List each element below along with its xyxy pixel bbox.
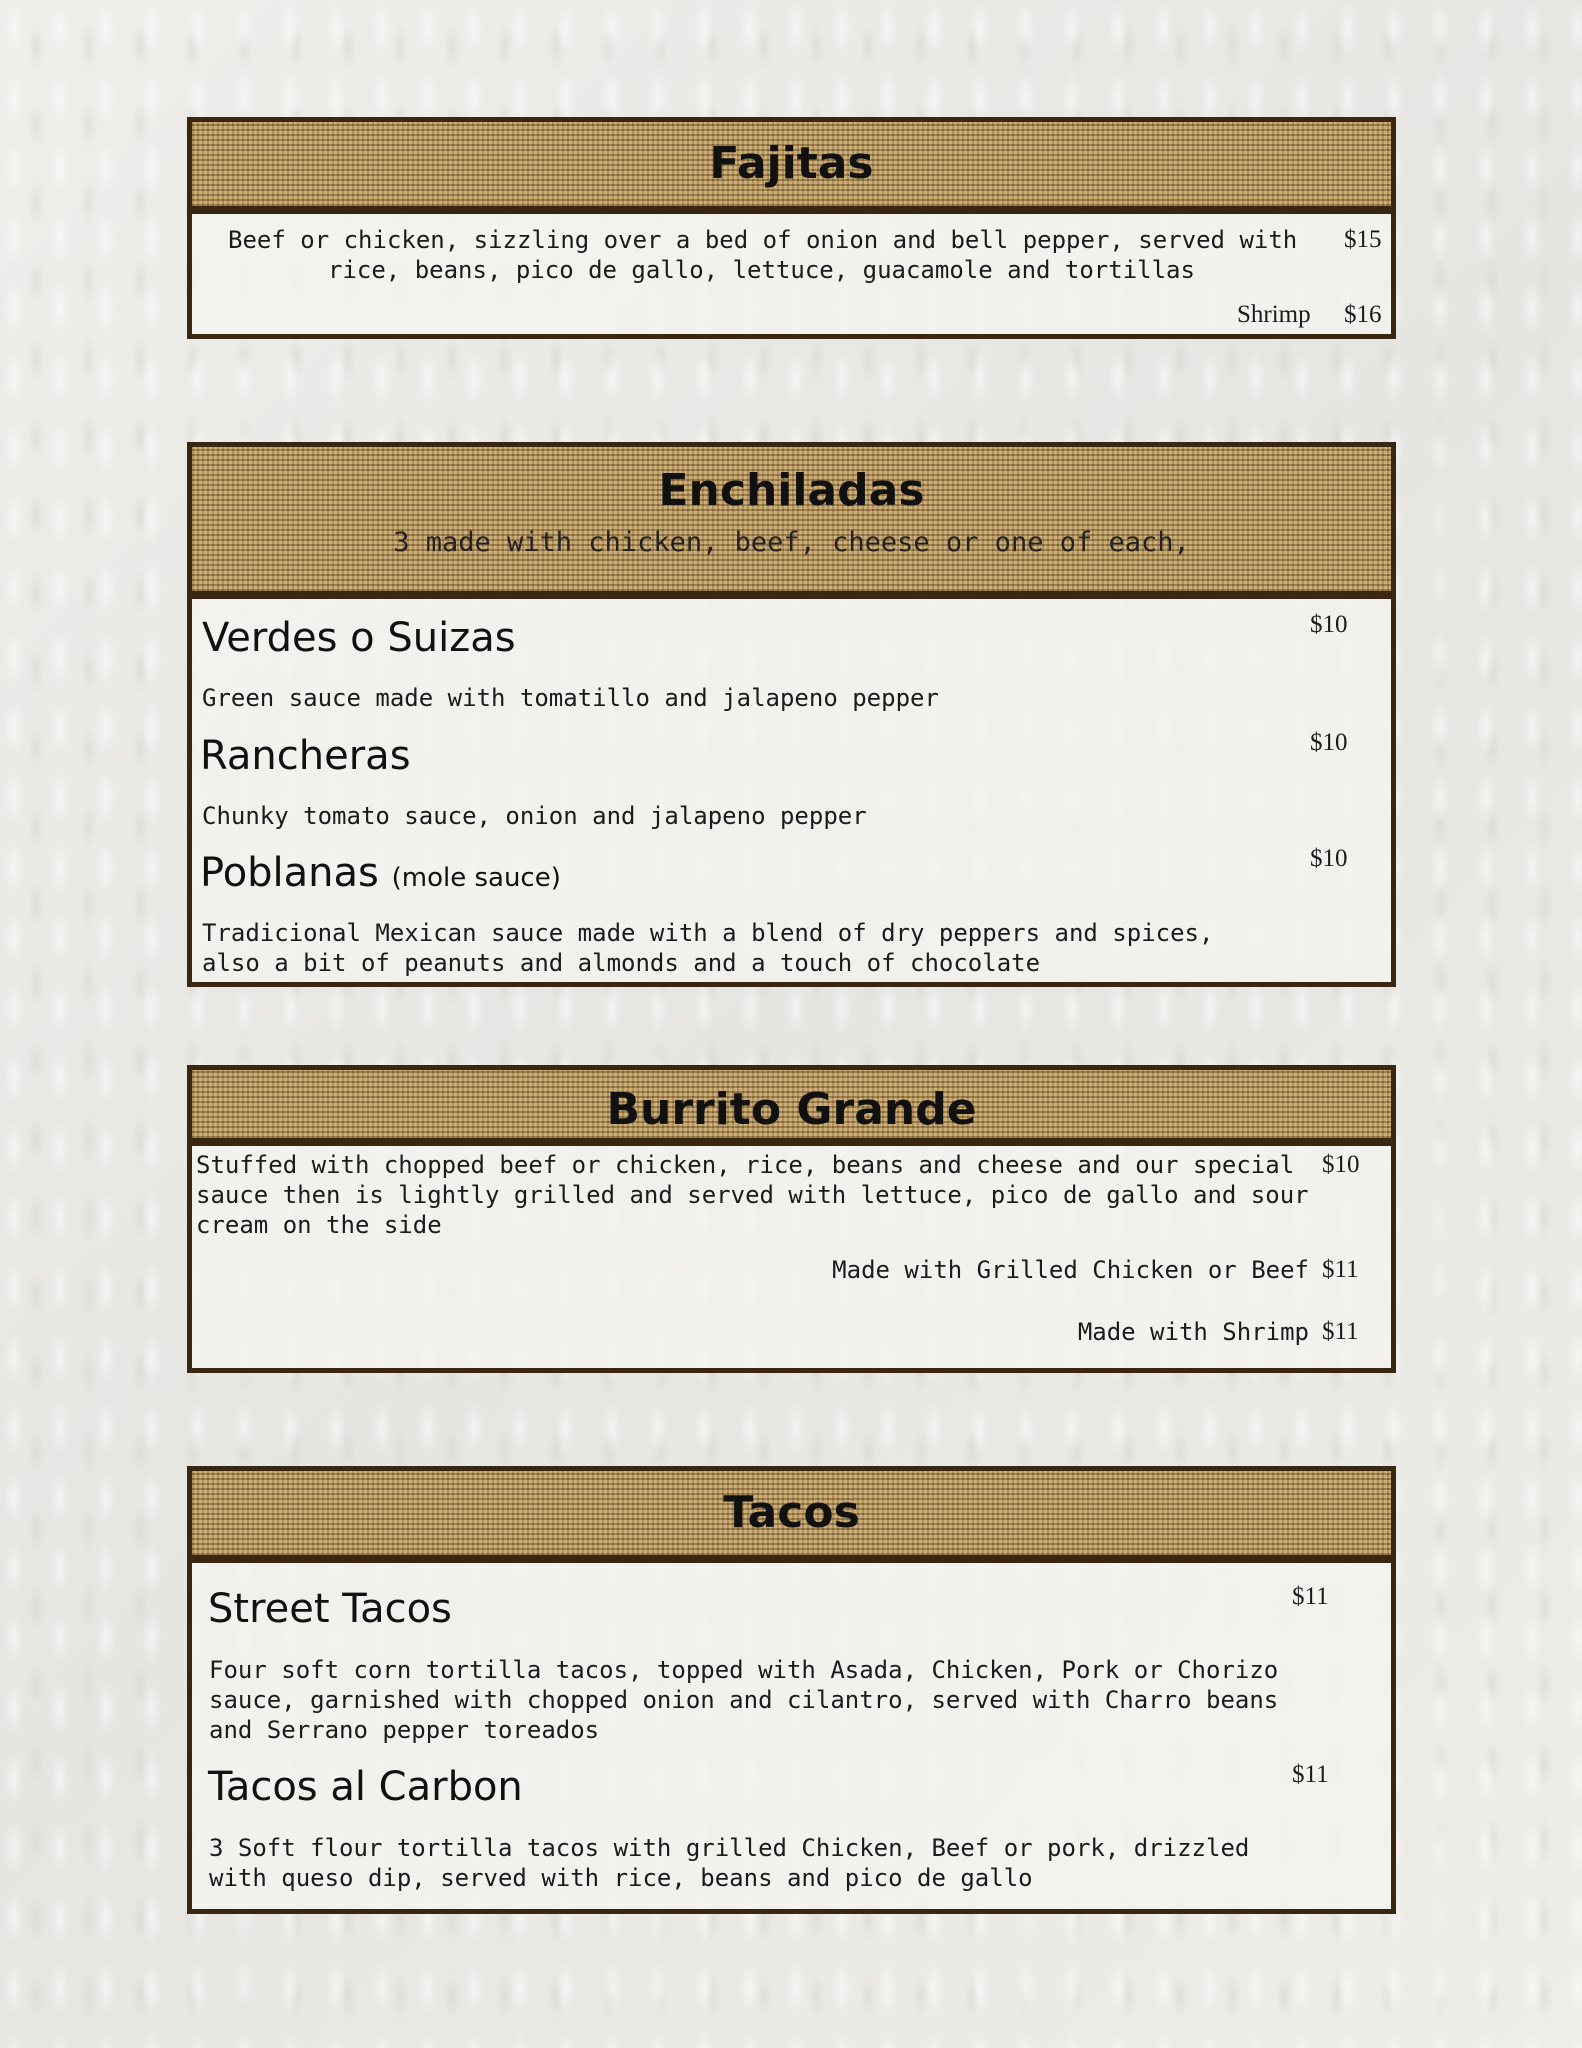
tacos-banner: [192, 1471, 1391, 1563]
fajitas-section: [187, 117, 1396, 339]
taco-item-description-line-1: Four soft corn tortilla tacos, topped with Asada, Chicken, Pork or Chorizo: [209, 1656, 1279, 1684]
enchilada-item-description-line-1: Tradicional Mexican sauce made with a blend of dry peppers and spices,: [202, 919, 1214, 947]
taco-item-description-line-2: with queso dip, served with rice, beans and pico de gallo: [209, 1864, 1033, 1892]
taco-item-name: Street Tacos: [208, 1586, 452, 1632]
enchilada-item-price: $10: [1310, 729, 1348, 756]
enchilada-item-name: Verdes o Suizas: [202, 615, 516, 661]
burrito-option-shrimp-price: $11: [1322, 1318, 1359, 1345]
burrito-title: Burrito Grande: [606, 1084, 977, 1135]
enchilada-item-description-line-2: also a bit of peanuts and almonds and a touch of chocolate: [202, 949, 1041, 977]
tacos-title: Tacos: [723, 1487, 860, 1538]
enchilada-item-description: Green sauce made with tomatillo and jalapeno pepper: [202, 684, 939, 712]
taco-item-price: $11: [1292, 1761, 1329, 1788]
burrito-price: $10: [1322, 1151, 1360, 1178]
fajitas-shrimp-label: Shrimp: [1237, 301, 1311, 328]
enchilada-item-description: Chunky tomato sauce, onion and jalapeno pepper: [202, 802, 867, 830]
burrito-option-grilled-label: Made with Grilled Chicken or Beef: [832, 1256, 1309, 1284]
enchiladas-section: [187, 442, 1396, 987]
fajitas-title: Fajitas: [709, 138, 874, 189]
burrito-option-grilled-price: $11: [1322, 1256, 1359, 1283]
taco-item-price: $11: [1292, 1583, 1329, 1610]
fajitas-price: $15: [1344, 226, 1382, 253]
burrito-section: [187, 1065, 1396, 1373]
enchilada-item-price: $10: [1310, 611, 1348, 638]
fajitas-banner: [192, 122, 1391, 214]
tacos-section: [187, 1466, 1396, 1914]
fajitas-description-line-1: Beef or chicken, sizzling over a bed of onion and bell pepper, served with: [228, 226, 1298, 254]
taco-item-name: Tacos al Carbon: [208, 1764, 523, 1810]
taco-item-description-line-2: sauce, garnished with chopped onion and cilantro, served with Charro beans: [209, 1686, 1279, 1714]
burrito-banner: [192, 1070, 1391, 1146]
enchilada-item-name: Rancheras: [200, 733, 411, 779]
burrito-description-line-3: cream on the side: [196, 1211, 442, 1239]
enchiladas-subtitle: 3 made with chicken, beef, cheese or one of each,: [393, 527, 1190, 558]
enchilada-item-title: Poblanas: [200, 850, 379, 896]
burrito-option-shrimp-label: Made with Shrimp: [1077, 1318, 1309, 1346]
enchilada-item-note: (mole sauce): [391, 863, 561, 893]
fajitas-description-line-2: rice, beans, pico de gallo, lettuce, guacamole and tortillas: [328, 256, 1195, 284]
enchiladas-title: Enchiladas: [658, 465, 925, 516]
burrito-description-line-2: sauce then is lightly grilled and served with lettuce, pico de gallo and sour: [196, 1181, 1309, 1209]
taco-item-description-line-1: 3 Soft flour tortilla tacos with grilled Chicken, Beef or pork, drizzled: [209, 1834, 1250, 1862]
fajitas-shrimp-price: $16: [1344, 301, 1382, 328]
enchilada-item-name: [200, 850, 561, 896]
burrito-description-line-1: Stuffed with chopped beef or chicken, rice, beans and cheese and our special: [196, 1151, 1295, 1179]
enchilada-item-price: $10: [1310, 845, 1348, 872]
taco-item-description-line-3: and Serrano pepper toreados: [209, 1716, 600, 1744]
enchiladas-banner: [192, 447, 1391, 599]
